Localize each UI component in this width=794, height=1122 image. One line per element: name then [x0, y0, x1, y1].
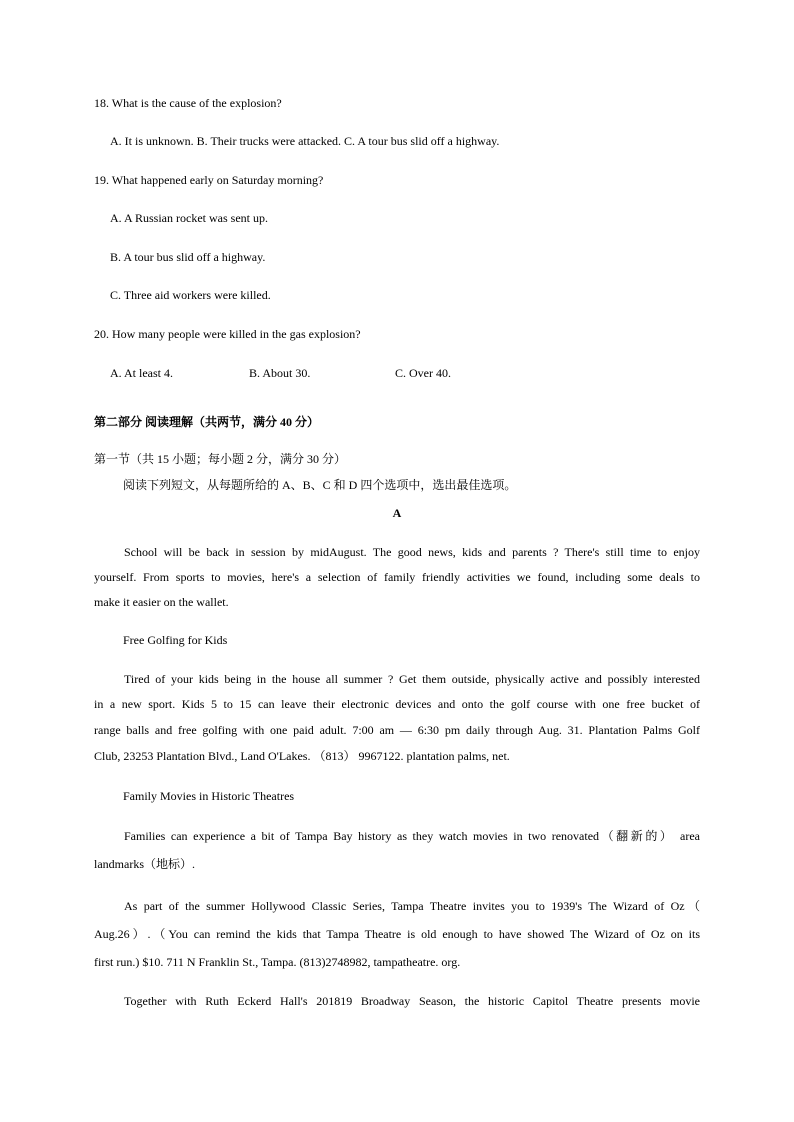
- question-20-option-a: A. At least 4.: [110, 366, 173, 380]
- intro-line-3: make it easier on the wallet.: [94, 595, 229, 609]
- oz-line-3: first run.) $10. 711 N Franklin St., Tampa. (813)2748982, tampatheatre. org.: [94, 955, 461, 969]
- passage-label: A: [392, 506, 402, 520]
- question-20: 20. How many people were killed in the gas explosion?: [94, 327, 361, 341]
- capitol-line-1: Together with Ruth Eckerd Hall's 201819 Broadway Season, the historic Capitol Theatre presents movie: [124, 994, 700, 1008]
- golf-line-1: Tired of your kids being in the house all summer ? Get them outside, physically active and possibly interested: [124, 672, 700, 686]
- movies-line-1: Families can experience a bit of Tampa Bay history as they watch movies in two renovated（翻新的） area: [124, 829, 700, 843]
- question-18: 18. What is the cause of the explosion?: [94, 96, 282, 110]
- movies-heading: Family Movies in Historic Theatres: [123, 789, 295, 803]
- intro-line-2: yourself. From sports to movies, here's a selection of family friendly activities we found, including some deals to: [94, 570, 700, 584]
- golf-line-2: in a new sport. Kids 5 to 15 can leave their electronic devices and onto the golf course with one free bucket of: [94, 697, 700, 711]
- question-19-option-b: B. A tour bus slid off a highway.: [110, 250, 266, 264]
- golf-line-3: range balls and free golfing with one paid adult. 7:00 am — 6:30 pm daily through Aug. 31. Plantation Palms Golf: [94, 723, 700, 737]
- question-19-option-c: C. Three aid workers were killed.: [110, 288, 271, 302]
- movies-line-2: landmarks（地标）.: [94, 857, 195, 871]
- question-19-option-a: A. A Russian rocket was sent up.: [110, 211, 268, 225]
- golf-line-4: Club, 23253 Plantation Blvd., Land O'Lakes. （813） 9967122. plantation palms, net.: [94, 749, 510, 763]
- question-18-options: A. It is unknown. B. Their trucks were attacked. C. A tour bus slid off a highway.: [110, 134, 500, 148]
- part-title: 第二部分 阅读理解（共两节，满分 40 分）: [94, 415, 320, 429]
- question-19: 19. What happened early on Saturday morning?: [94, 173, 324, 187]
- oz-line-2: Aug.26）.（You can remind the kids that Tampa Theatre is old enough to have showed The Wizard of Oz on its: [94, 927, 700, 941]
- oz-line-1: As part of the summer Hollywood Classic Series, Tampa Theatre invites you to 1939's The Wizard of Oz（: [124, 899, 700, 913]
- golf-heading: Free Golfing for Kids: [123, 633, 228, 647]
- question-20-option-b: B. About 30.: [249, 366, 311, 380]
- question-20-options: [110, 365, 451, 381]
- section-instruction: 阅读下列短文，从每题所给的 A、B、C 和 D 四个选项中，选出最佳选项。: [123, 478, 517, 492]
- intro-line-1: School will be back in session by midAugust. The good news, kids and parents ? There's still time to enjoy: [124, 545, 700, 559]
- question-20-option-c: C. Over 40.: [395, 366, 451, 380]
- section-title: 第一节（共 15 小题；每小题 2 分，满分 30 分）: [94, 452, 347, 466]
